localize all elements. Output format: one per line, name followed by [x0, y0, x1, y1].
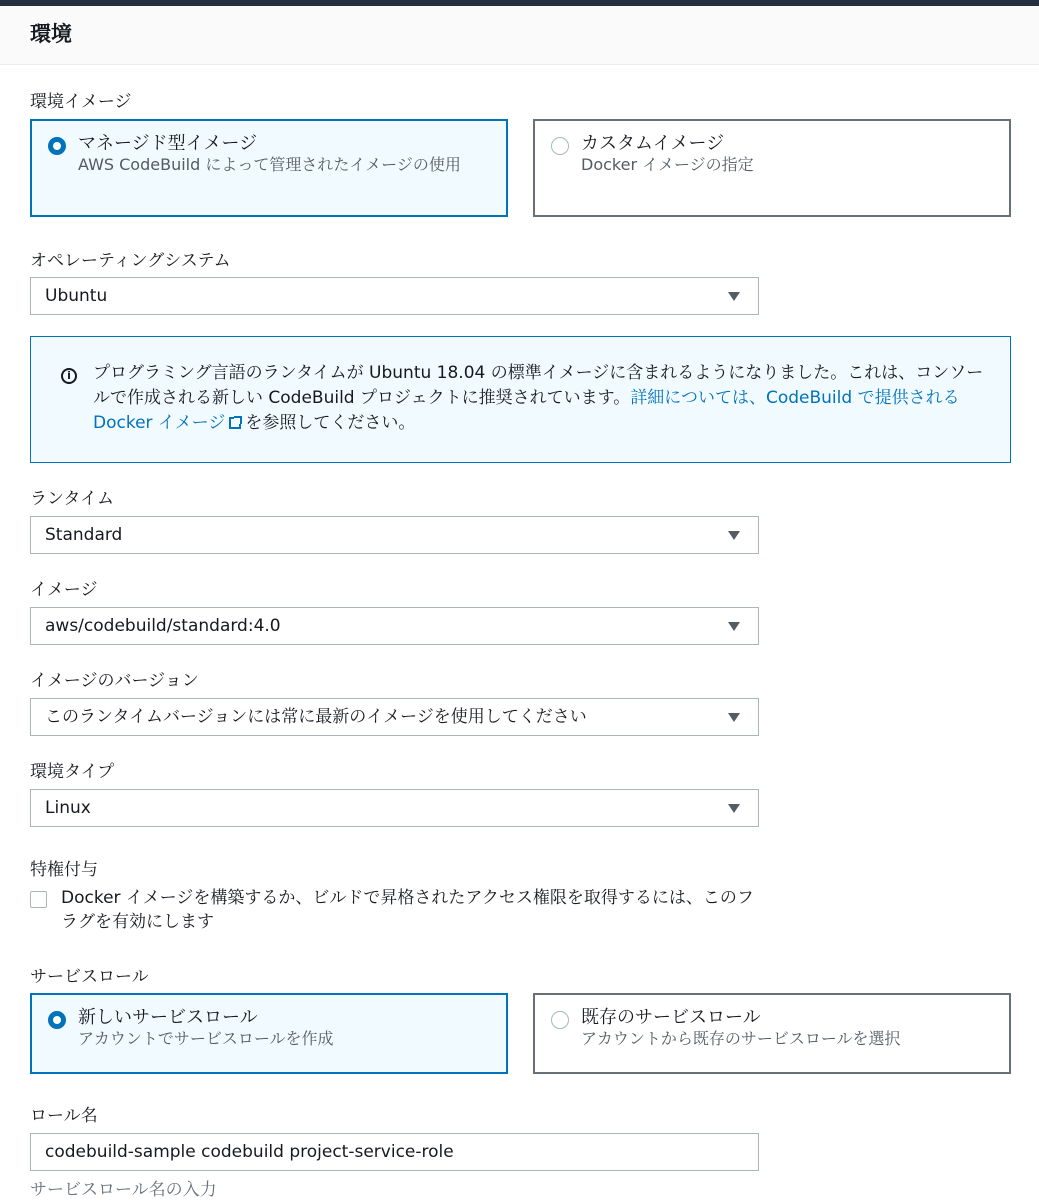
image-select[interactable] — [30, 607, 759, 645]
os-select[interactable] — [30, 277, 759, 315]
env-type-label: 環境タイプ — [30, 762, 115, 782]
radio-unselected-icon — [551, 1011, 569, 1029]
env-type-select-value: Linux — [45, 798, 91, 818]
role-name-input[interactable]: codebuild-sample codebuild project-service-role — [30, 1133, 759, 1171]
role-name-hint: サービスロール名の入力 — [30, 1180, 217, 1200]
section-header — [0, 6, 1039, 65]
runtime-label: ランタイム — [30, 489, 114, 509]
os-select-value: Ubuntu — [45, 286, 108, 306]
info-text — [93, 361, 993, 436]
new-service-role-desc: アカウントでサービスロールを作成 — [78, 1029, 334, 1048]
env-type-select[interactable] — [30, 789, 759, 827]
runtime-select-value: Standard — [45, 525, 123, 545]
custom-image-desc: Docker イメージの指定 — [581, 155, 754, 174]
info-text-after: を参照してください。 — [245, 413, 416, 433]
info-alert — [30, 336, 1011, 463]
docker-images-link[interactable]: 詳細については、CodeBuild で提供される Docker イメージ — [93, 388, 960, 433]
image-version-select-value: このランタイムバージョンには常に最新のイメージを使用してください — [45, 707, 587, 727]
env-image-label: 環境イメージ — [30, 92, 132, 112]
custom-image-title: カスタムイメージ — [581, 133, 725, 154]
new-service-role-option[interactable] — [30, 993, 508, 1074]
managed-image-title: マネージド型イメージ — [78, 133, 258, 154]
new-service-role-title: 新しいサービスロール — [78, 1007, 258, 1028]
info-icon: i — [61, 368, 77, 384]
custom-image-option[interactable] — [533, 119, 1011, 217]
caret-down-icon — [728, 713, 740, 722]
managed-image-desc: AWS CodeBuild によって管理されたイメージの使用 — [78, 155, 461, 174]
caret-down-icon — [728, 804, 740, 813]
privileged-label: 特権付与 — [30, 860, 98, 880]
existing-service-role-option[interactable] — [533, 993, 1011, 1074]
image-version-label: イメージのバージョン — [30, 671, 199, 691]
os-label: オペレーティングシステム — [30, 251, 231, 271]
privileged-checkbox-text: Docker イメージを構築するか、ビルドで昇格されたアクセス権限を取得するには、このフラグを有効にします — [61, 888, 754, 932]
service-role-label: サービスロール — [30, 967, 149, 987]
radio-selected-icon — [48, 137, 66, 155]
image-label: イメージ — [30, 580, 98, 600]
runtime-select[interactable] — [30, 516, 759, 554]
caret-down-icon — [728, 531, 740, 540]
info-text-before: プログラミング言語のランタイムが Ubuntu 18.04 の標準イメージに含まれるようになりました。これは、コンソールで作成される新しい CodeBuild プロジェクトに推奨されています。 — [93, 363, 984, 408]
managed-image-option[interactable] — [30, 119, 508, 217]
image-select-value: aws/codebuild/standard:4.0 — [45, 616, 281, 636]
existing-service-role-title: 既存のサービスロール — [581, 1007, 761, 1028]
caret-down-icon — [728, 622, 740, 631]
image-version-select[interactable] — [30, 698, 759, 736]
section-title: 環境 — [30, 22, 72, 46]
radio-unselected-icon — [551, 137, 569, 155]
existing-service-role-desc: アカウントから既存のサービスロールを選択 — [581, 1029, 901, 1048]
privileged-checkbox[interactable] — [30, 891, 47, 908]
radio-selected-icon — [48, 1011, 66, 1029]
caret-down-icon — [728, 292, 740, 301]
external-link-icon — [229, 417, 241, 429]
role-name-label: ロール名 — [30, 1106, 98, 1126]
